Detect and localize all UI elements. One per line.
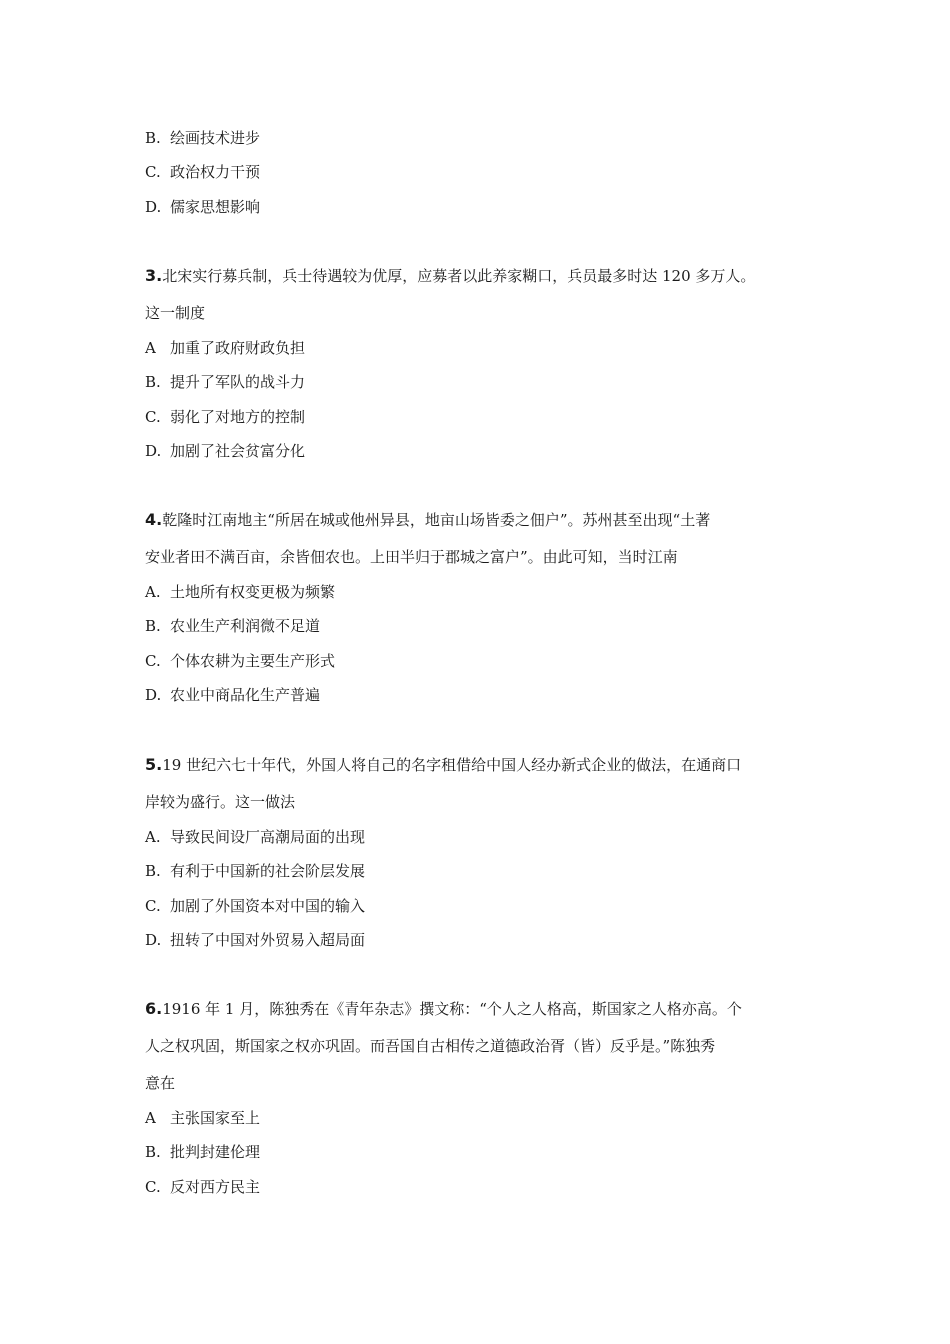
option-letter: B. (145, 1143, 161, 1161)
option-text: 土地所有权变更极为频繁 (170, 583, 336, 601)
question-number: 6. (145, 999, 163, 1018)
question-4-stem-line-1 (145, 510, 710, 530)
question-3-option-c (145, 407, 305, 427)
question-6-stem-line-3 (145, 1073, 175, 1093)
option-letter: A. (145, 828, 161, 846)
option-text: 导致民间设厂高潮局面的出现 (170, 828, 366, 846)
question-stem-text: 这一制度 (145, 304, 206, 322)
question-4-option-b (145, 616, 320, 636)
option-letter: D. (145, 198, 162, 216)
question-stem-text: 19 世纪六七十年代，外国人将自己的名字租借给中国人经办新式企业的做法，在通商口 (162, 756, 742, 774)
option-d (145, 197, 260, 217)
option-letter: D. (145, 686, 162, 704)
option-text: 弱化了对地方的控制 (170, 408, 306, 426)
question-6-option-c (145, 1177, 260, 1197)
option-letter: A (145, 339, 156, 357)
question-5-stem-line-2 (145, 792, 295, 812)
question-6-option-a (145, 1108, 260, 1128)
option-text: 儒家思想影响 (170, 198, 261, 216)
option-text: 加剧了社会贫富分化 (170, 442, 306, 460)
question-3-stem-line-2 (145, 303, 205, 323)
question-6-option-b (145, 1142, 260, 1162)
option-letter: B. (145, 129, 161, 147)
option-letter: C. (145, 1178, 161, 1196)
option-letter: C. (145, 408, 161, 426)
option-text: 农业生产利润微不足道 (170, 617, 321, 635)
question-5-stem-line-1 (145, 755, 741, 775)
question-3-option-b (145, 372, 305, 392)
question-3-option-d (145, 441, 305, 461)
option-text: 政治权力干预 (170, 163, 261, 181)
option-letter: D. (145, 442, 162, 460)
option-letter: B. (145, 617, 161, 635)
option-letter: C. (145, 897, 161, 915)
question-4-option-c (145, 651, 335, 671)
question-stem-text: 乾隆时江南地主“所居在城或他州异县，地亩山场皆委之佃户”。苏州甚至出现“土著 (162, 511, 711, 529)
question-4-option-a (145, 582, 335, 602)
question-stem-text: 北宋实行募兵制，兵士待遇较为优厚，应募者以此养家糊口，兵员最多时达 120 多万人。 (162, 267, 756, 285)
option-text: 主张国家至上 (170, 1109, 261, 1127)
question-3-stem-line-1 (145, 266, 755, 286)
option-text: 个体农耕为主要生产形式 (170, 652, 336, 670)
option-letter: C. (145, 163, 161, 181)
option-text: 扭转了中国对外贸易入超局面 (170, 931, 366, 949)
question-stem-text: 1916 年 1 月，陈独秀在《青年杂志》撰文称：“个人之人格高，斯国家之人格亦高。个 (162, 1000, 742, 1018)
question-4-option-d (145, 685, 320, 705)
question-number: 5. (145, 755, 163, 774)
question-number: 4. (145, 510, 163, 529)
option-text: 提升了军队的战斗力 (170, 373, 306, 391)
question-5-option-d (145, 930, 365, 950)
option-letter: A (145, 1109, 156, 1127)
question-5-option-b (145, 861, 365, 881)
question-stem-text: 岸较为盛行。这一做法 (145, 793, 296, 811)
option-text: 农业中商品化生产普遍 (170, 686, 321, 704)
option-text: 加剧了外国资本对中国的输入 (170, 897, 366, 915)
question-stem-text: 意在 (145, 1074, 176, 1092)
option-text: 加重了政府财政负担 (170, 339, 306, 357)
question-number: 3. (145, 266, 163, 285)
option-text: 有利于中国新的社会阶层发展 (170, 862, 366, 880)
option-letter: D. (145, 931, 162, 949)
option-letter: B. (145, 373, 161, 391)
option-c (145, 162, 260, 182)
option-b (145, 128, 260, 148)
question-stem-text: 安业者田不满百亩，余皆佃农也。上田半归于郡城之富户”。由此可知，当时江南 (145, 548, 678, 566)
question-6-stem-line-1 (145, 999, 742, 1019)
question-6-stem-line-2 (145, 1036, 715, 1056)
question-4-stem-line-2 (145, 547, 678, 567)
option-text: 批判封建伦理 (170, 1143, 261, 1161)
question-5-option-c (145, 896, 365, 916)
option-letter: B. (145, 862, 161, 880)
option-letter: A. (145, 583, 161, 601)
question-3-option-a (145, 338, 305, 358)
question-5-option-a (145, 827, 365, 847)
option-text: 绘画技术进步 (170, 129, 261, 147)
option-letter: C. (145, 652, 161, 670)
option-text: 反对西方民主 (170, 1178, 261, 1196)
question-stem-text: 人之权巩固，斯国家之权亦巩固。而吾国自古相传之道德政治胥（皆）反乎是。”陈独秀 (145, 1037, 716, 1055)
